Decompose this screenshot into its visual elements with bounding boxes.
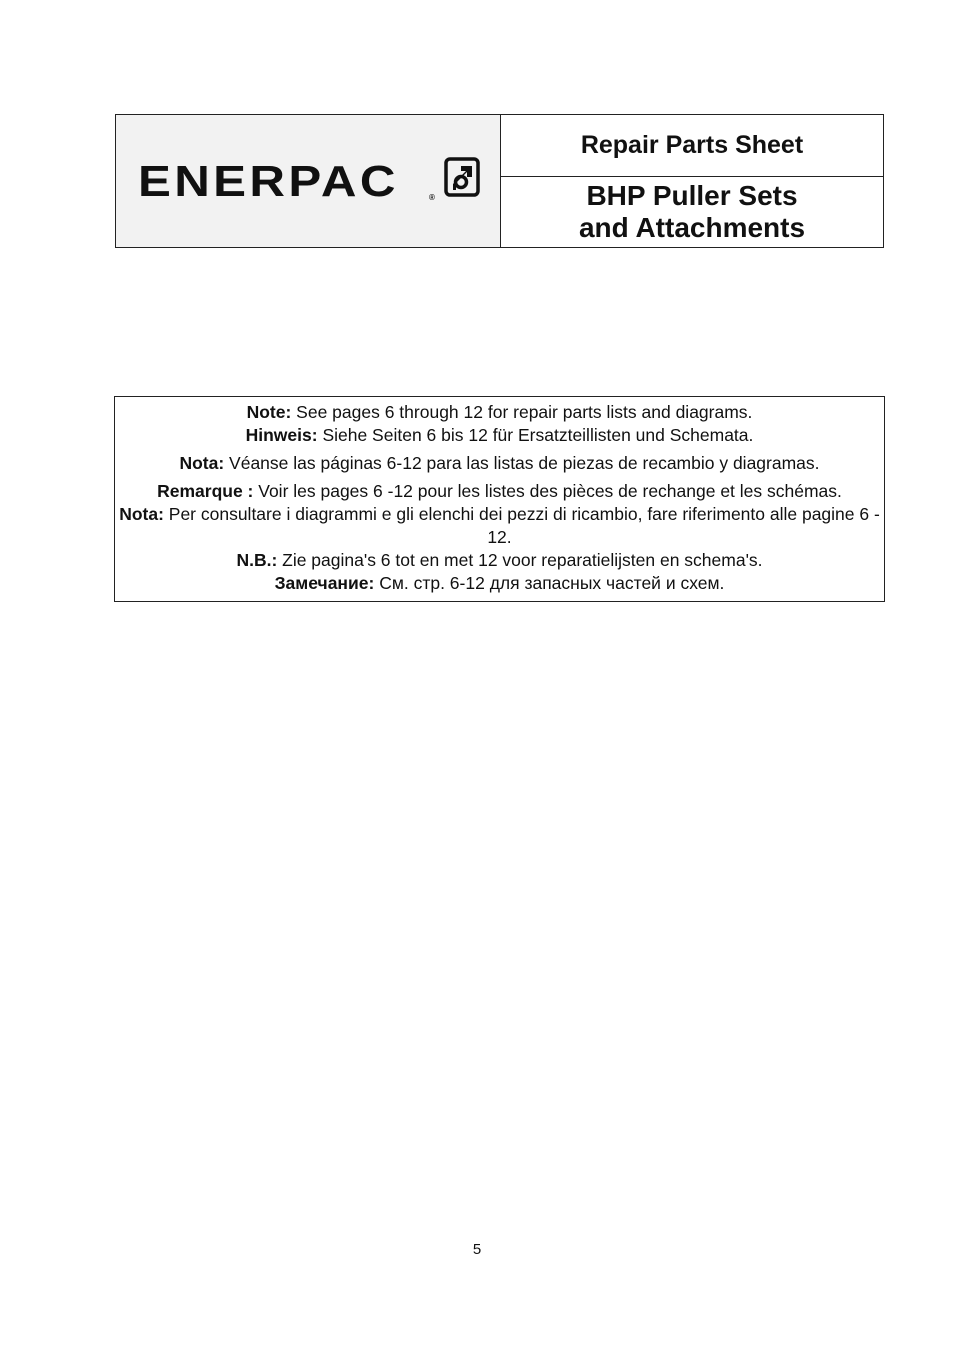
note-label: Hinweis: xyxy=(245,425,318,445)
note-text: Siehe Seiten 6 bis 12 für Ersatzteillisten und Schemata. xyxy=(317,425,754,445)
enerpac-square-logo-icon xyxy=(444,157,480,197)
note-text: Per consultare i diagrammi e gli elenchi dei pezzi di ricambio, fare riferimento alle pagine 6 - 12. xyxy=(163,504,880,547)
note-label: Note: xyxy=(246,402,292,422)
note-label: Nota: xyxy=(119,504,164,524)
note-text: Voir les pages 6 -12 pour les listes des pièces de rechange et les schémas. xyxy=(253,481,842,501)
note-label: Remarque : xyxy=(157,481,254,501)
note-text: Véanse las páginas 6-12 para las listas de piezas de recambio y diagramas. xyxy=(224,453,820,473)
note-text: См. стр. 6-12 для запасных частей и схем. xyxy=(374,573,725,593)
document-title xyxy=(501,177,883,247)
note-text: Zie pagina's 6 tot en met 12 voor reparatielijsten en schema's. xyxy=(277,550,763,570)
logo-wordmark: ENERPAC xyxy=(138,157,399,206)
note-label: Замечание: xyxy=(274,573,375,593)
note-spanish xyxy=(115,452,884,475)
document-title-line2: and Attachments xyxy=(578,212,806,243)
sheet-type-label: Repair Parts Sheet xyxy=(501,115,883,177)
document-title-line1: BHP Puller Sets xyxy=(586,180,798,211)
note-dutch xyxy=(115,549,884,572)
multilingual-note-box xyxy=(114,396,885,602)
title-cell xyxy=(501,115,883,247)
enerpac-logo xyxy=(138,157,435,206)
logo-cell xyxy=(116,115,501,247)
note-label: Nota: xyxy=(179,453,225,473)
note-italian xyxy=(115,503,884,549)
note-english xyxy=(115,401,884,424)
page-number: 5 xyxy=(472,1241,482,1258)
note-russian xyxy=(115,572,884,595)
note-text: See pages 6 through 12 for repair parts lists and diagrams. xyxy=(291,402,753,422)
registered-mark: ® xyxy=(429,193,435,202)
note-label: N.B.: xyxy=(236,550,278,570)
header-box xyxy=(115,114,884,248)
note-french xyxy=(115,480,884,503)
note-german xyxy=(115,424,884,447)
